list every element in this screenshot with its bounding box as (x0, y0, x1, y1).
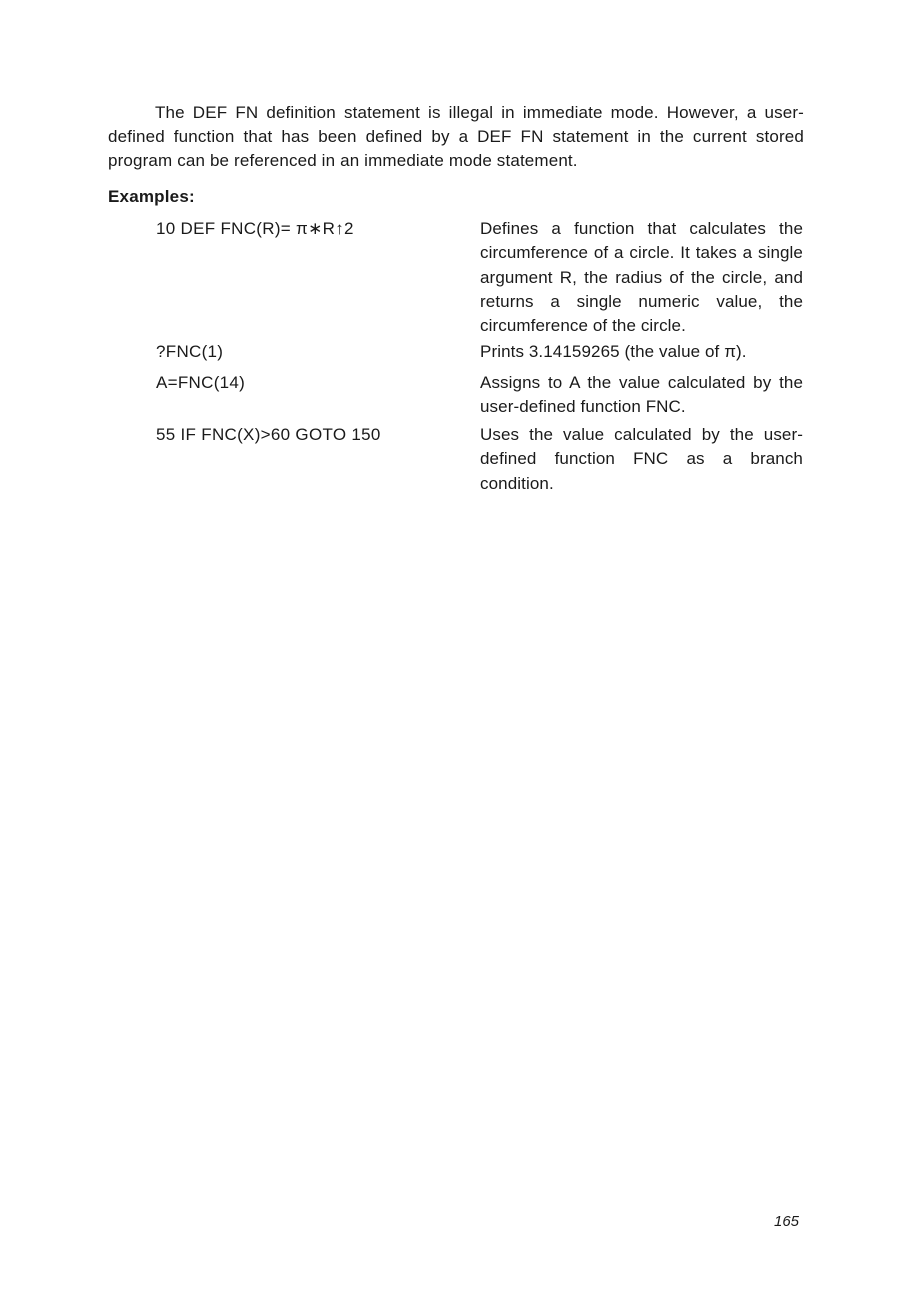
example-description-1: Defines a function that calculates the circumference of a circle. It takes a single argument R, the radius of the circle, and returns a single numeric value, the circumference of the circle. (480, 219, 803, 336)
page-number: 165 (774, 1213, 800, 1230)
examples-heading: Examples: (108, 187, 195, 206)
example-description-2: Prints 3.14159265 (the value of π). (480, 342, 747, 361)
intro-paragraph: The DEF FN definition statement is illegal in immediate mode. However, a user-defined function that has been defined by a DEF FN statement in the current stored program can be referenced in an immediate mode statement. (108, 103, 804, 170)
example-description-4: Uses the value calculated by the user-defined function FNC as a branch condition. (480, 425, 803, 493)
example-code-3: A=FNC(14) (156, 373, 246, 392)
example-code-2: ?FNC(1) (156, 342, 224, 361)
example-code-1: 10 DEF FNC(R)= π∗R↑2 (156, 219, 354, 238)
example-description-3: Assigns to A the value calculated by the user-defined function FNC. (480, 373, 803, 417)
example-code-4: 55 IF FNC(X)>60 GOTO 150 (156, 425, 381, 444)
